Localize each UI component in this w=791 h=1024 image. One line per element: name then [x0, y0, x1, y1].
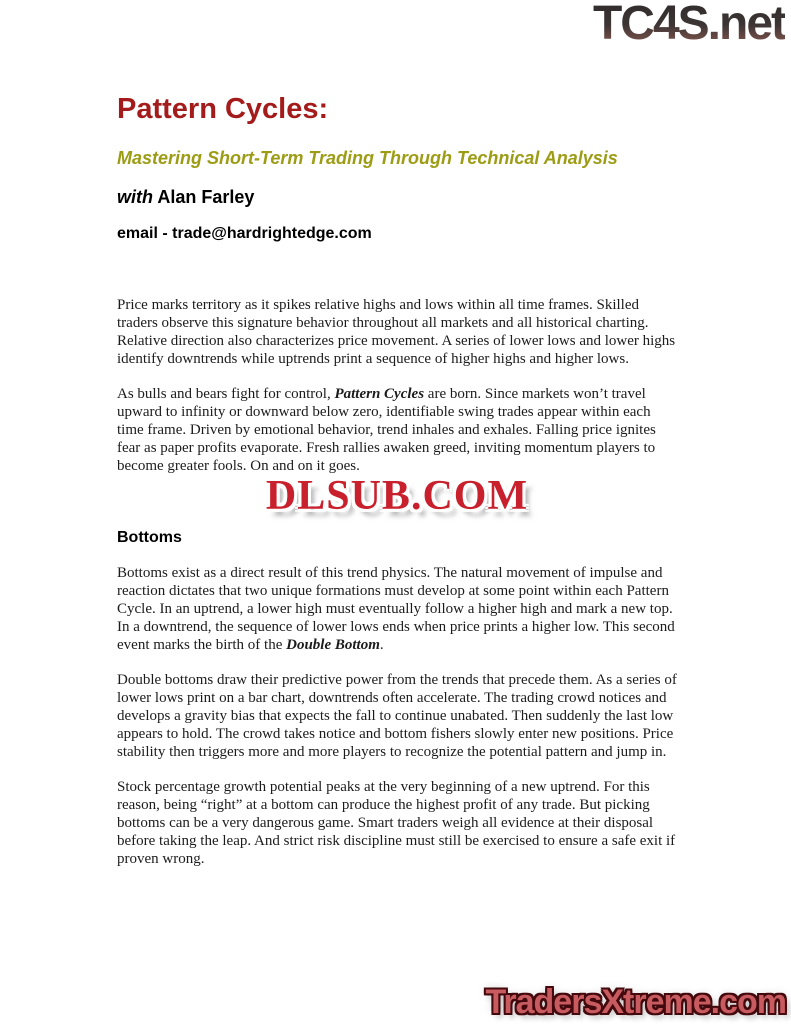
section-heading-bottoms: Bottoms	[117, 529, 182, 546]
author-name: Alan Farley	[157, 187, 255, 207]
dlsub-logo: DLSUB.COM	[265, 473, 529, 519]
paragraph-text: As bulls and bears fight for control,	[117, 386, 335, 402]
byline-prefix: with	[117, 187, 153, 207]
pattern-cycles-emphasis: Pattern Cycles	[334, 386, 425, 402]
paragraph-bottoms-exist	[117, 564, 677, 654]
paragraph-bulls-bears	[117, 385, 677, 475]
tradersxtreme-logo: TradersXtreme.com	[485, 983, 786, 1021]
document-content	[117, 0, 677, 868]
double-bottom-emphasis: Double Bottom	[286, 637, 380, 653]
paragraph-stock-percentage: Stock percentage growth potential peaks at the very beginning of a new uptrend. For this reason, being “right” at a bottom can produce the highest profit of any trade. But picking bottoms can be a very dangerous game. Smart traders weigh all evidence at their disposal before taking the leap. And strict risk discipline must still be exercised to ensure a safe exit if proven wrong.	[117, 779, 676, 867]
page-title: Pattern Cycles:	[117, 93, 329, 125]
paragraph-text: Bottoms exist as a direct result of this trend physics. The natural movement of impulse and reaction dictates that two unique formations must develop at some point within each Pattern Cycle. In an uptrend, a lower high must eventually follow a higher high and mark a new top. In a downtrend, the sequence of lower lows ends when price prints a higher low. This second event marks the birth of the	[117, 565, 675, 653]
tc4s-logo: TC4S.net	[593, 0, 785, 51]
paragraph-double-bottoms: Double bottoms draw their predictive power from the trends that precede them. As a series of lower lows print on a bar chart, downtrends often accelerate. The trading crowd notices and develops a gravity bias that expects the fall to continue unabated. Then suddenly the last low appears to hold. The crowd takes notice and bottom fishers slowly enter new positions. Price stability then triggers more and more players to recognize the potential pattern and jump in.	[117, 672, 677, 760]
author-byline	[117, 186, 677, 208]
contact-email: email - trade@hardrightedge.com	[117, 225, 372, 242]
page-subtitle: Mastering Short-Term Trading Through Technical Analysis	[117, 148, 618, 168]
paragraph-text: .	[379, 637, 384, 653]
dlsub-watermark-row	[117, 472, 677, 520]
paragraph-price-territory: Price marks territory as it spikes relative highs and lows within all time frames. Skilled traders observe this signature behavior throughout all markets and all historical charting. Relative direction also characterizes price movement. A series of lower lows and lower highs identify downtrends while uptrends print a sequence of higher highs and higher lows.	[117, 297, 676, 367]
paragraph-text: are born. Since markets won’t travel upward to infinity or downward below zero, identifiable swing trades appear within each time frame. Driven by emotional behavior, trend inhales and exhales. Falling price ignites fear as paper profits evaporate. Fresh rallies awaken greed, inviting momentum players to become greater fools. On and on it goes.	[117, 386, 656, 474]
